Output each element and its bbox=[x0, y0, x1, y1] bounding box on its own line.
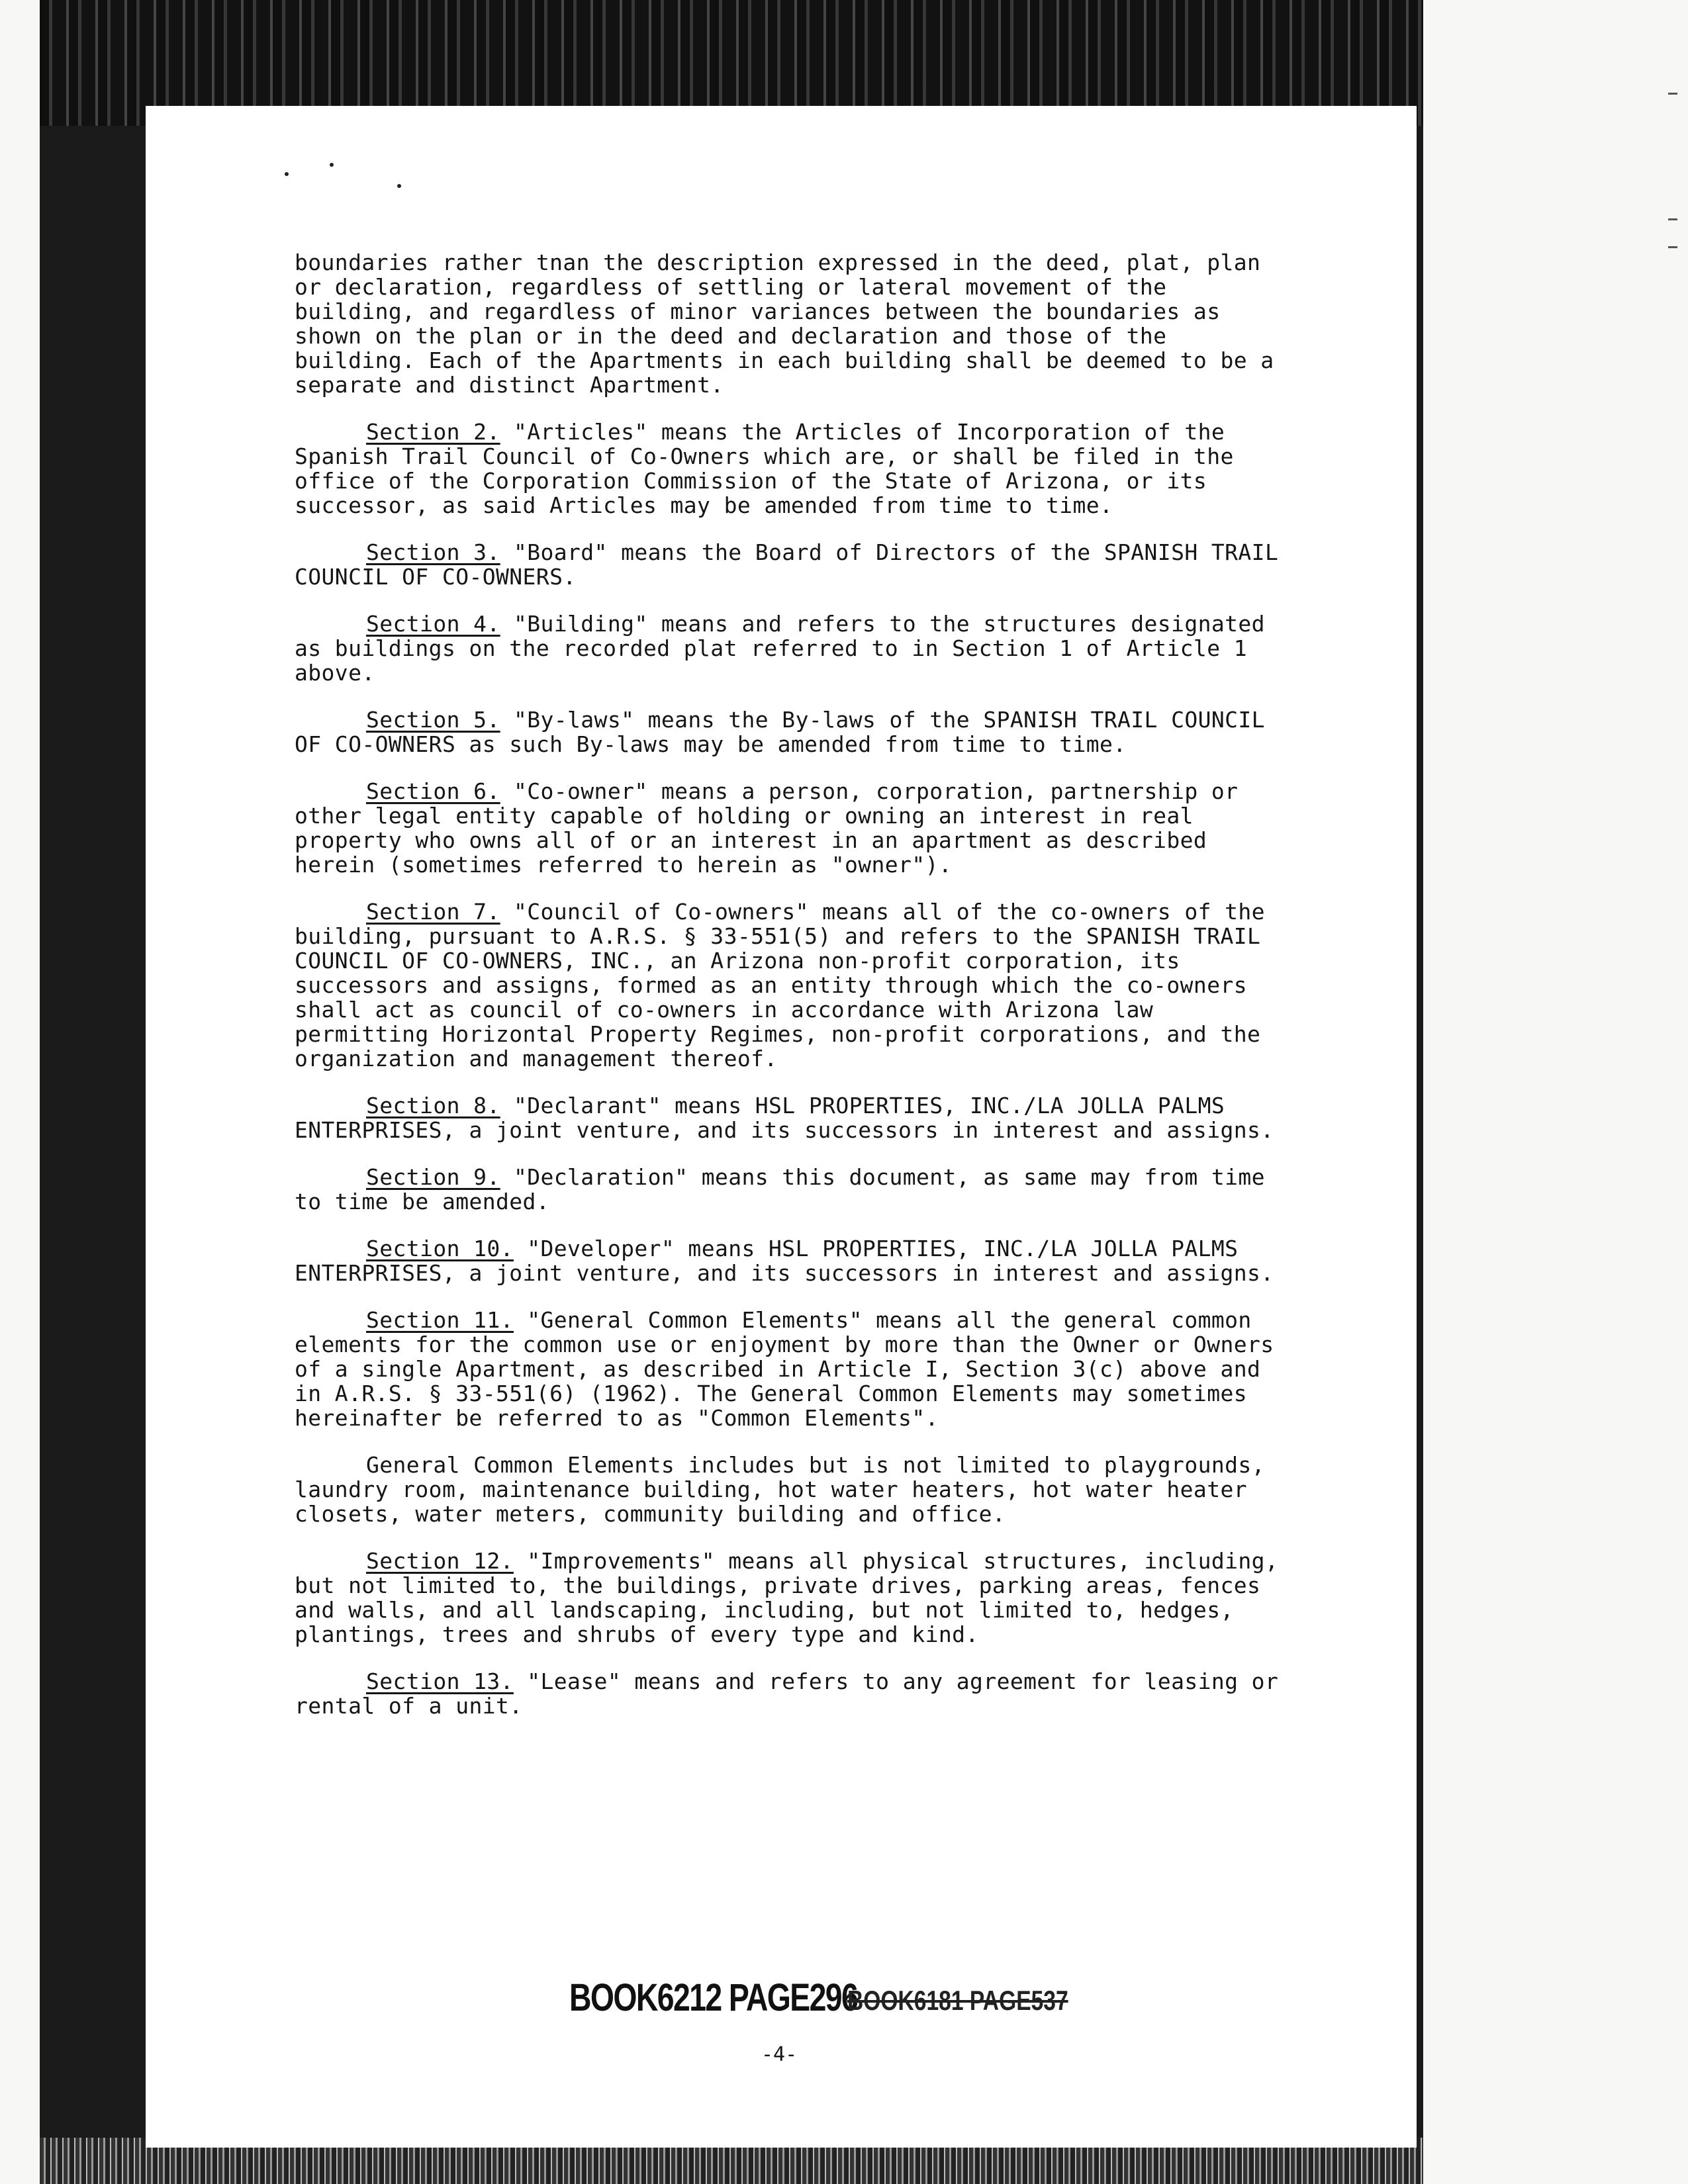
speck bbox=[397, 184, 401, 188]
section-heading: Section 7. bbox=[366, 899, 500, 925]
paragraph-text: boundaries rather tnan the description expressed in the deed, plat, plan or declaration, regardless of settling or lateral movement of the building, and regardless of minor variances between the boundaries as shown on the plan or in the deed and declaration and those of the building. Each of the Apartments in each building shall be deemed to be a separate and distinct Apartment. bbox=[295, 250, 1274, 398]
paragraph-section-5 bbox=[295, 707, 1288, 756]
paragraph-section-12 bbox=[295, 1549, 1288, 1647]
section-heading: Section 4. bbox=[366, 611, 500, 637]
paragraph-section-10 bbox=[295, 1236, 1288, 1285]
paragraph-section-4 bbox=[295, 612, 1288, 685]
paragraph-general-common-elements bbox=[295, 1453, 1288, 1526]
section-heading: Section 11. bbox=[366, 1307, 514, 1333]
speck bbox=[285, 172, 289, 176]
paragraph-section-7 bbox=[295, 899, 1288, 1071]
paragraph-text: "General Common Elements" means all the general common elements for the common use or enjoyment by more than the Owner or Owners of a single Apartment, as described in Article I, Section 3(c) above and in A.R.S. § 33-551(6) (1962). The General Common Elements may sometimes hereinafter be referred to as "Common Elements". bbox=[295, 1307, 1274, 1431]
section-heading: Section 9. bbox=[366, 1164, 500, 1190]
paragraph-text: General Common Elements includes but is not limited to playgrounds, laundry room, maintenance building, hot water heaters, hot water heater closets, water meters, community building and office. bbox=[295, 1452, 1265, 1527]
paragraph-text: "Developer" means HSL PROPERTIES, INC./LA JOLLA PALMS ENTERPRISES, a joint venture, and its successors in interest and assigns. bbox=[295, 1236, 1274, 1286]
section-heading: Section 2. bbox=[366, 419, 500, 445]
page-footer bbox=[569, 1976, 1165, 2081]
section-heading: Section 10. bbox=[366, 1236, 514, 1261]
section-heading: Section 8. bbox=[366, 1093, 500, 1118]
section-heading: Section 12. bbox=[366, 1548, 514, 1574]
paragraph-text: "Lease" means and refers to any agreement for leasing or rental of a unit. bbox=[295, 1668, 1279, 1719]
paragraph-section-6 bbox=[295, 779, 1288, 877]
speck bbox=[330, 163, 334, 167]
paragraph-section-9 bbox=[295, 1165, 1288, 1214]
paragraph-text: "Co-owner" means a person, corporation, partnership or other legal entity capable of holding or owning an interest in real property who owns all of or an interest in an apartment as described herein (sometimes referred to herein as "owner"). bbox=[295, 778, 1239, 878]
paragraph-section-8 bbox=[295, 1093, 1288, 1142]
paragraph-text: "Articles" means the Articles of Incorporation of the Spanish Trail Council of Co-Owners which are, or shall be filed in the office of the Corporation Commission of the State of Arizona, or its successor, as said Articles may be amended from time to time. bbox=[295, 419, 1234, 518]
section-heading: Section 13. bbox=[366, 1668, 514, 1694]
paragraph-text: "Council of Co-owners" means all of the co-owners of the building, pursuant to A.R.S. § 33-551(5) and refers to the SPANISH TRAIL COUNCIL OF CO-OWNERS, INC., an Arizona non-profit corporation, its successors and assigns, formed as an entity through which the co-owners shall act as council of co-owners in accordance with Arizona law permitting Horizontal Property Regimes, non-profit corporations, and the organization and management thereof. bbox=[295, 899, 1265, 1071]
paragraph-text: "By-laws" means the By-laws of the SPANISH TRAIL COUNCIL OF CO-OWNERS as such By-laws may be amended from time to time. bbox=[295, 707, 1265, 757]
paragraph-section-2 bbox=[295, 420, 1288, 518]
paragraph-text: "Declarant" means HSL PROPERTIES, INC./LA JOLLA PALMS ENTERPRISES, a joint venture, and its successors in interest and assigns. bbox=[295, 1093, 1274, 1143]
page-number: -4- bbox=[761, 2043, 798, 2066]
section-heading: Section 5. bbox=[366, 707, 500, 733]
document-body bbox=[295, 250, 1288, 1741]
paragraph-section-3 bbox=[295, 540, 1288, 589]
paragraph-text: "Building" means and refers to the structures designated as buildings on the recorded plat referred to in Section 1 of Article 1 above. bbox=[295, 611, 1265, 686]
paragraph-text: "Board" means the Board of Directors of the SPANISH TRAIL COUNCIL OF CO-OWNERS. bbox=[295, 539, 1279, 590]
section-heading: Section 6. bbox=[366, 778, 500, 804]
paragraph-text: "Improvements" means all physical structures, including, but not limited to, the buildings, private drives, parking areas, fences and walls, and all landscaping, including, but not limited to, hedges, plantings, trees and shrubs of every type and kind. bbox=[295, 1548, 1279, 1647]
paragraph-section-13 bbox=[295, 1669, 1288, 1718]
paragraph-text: "Declaration" means this document, as same may from time to time be amended. bbox=[295, 1164, 1265, 1214]
paragraph-intro bbox=[295, 250, 1288, 397]
struck-book-page-stamp: BOOK6181 PAGE537 bbox=[847, 1985, 1068, 2016]
book-page-stamp: BOOK6212 PAGE296 bbox=[569, 1976, 858, 2019]
punch-hole bbox=[263, 841, 293, 875]
paragraph-section-11 bbox=[295, 1308, 1288, 1430]
section-heading: Section 3. bbox=[366, 539, 500, 565]
